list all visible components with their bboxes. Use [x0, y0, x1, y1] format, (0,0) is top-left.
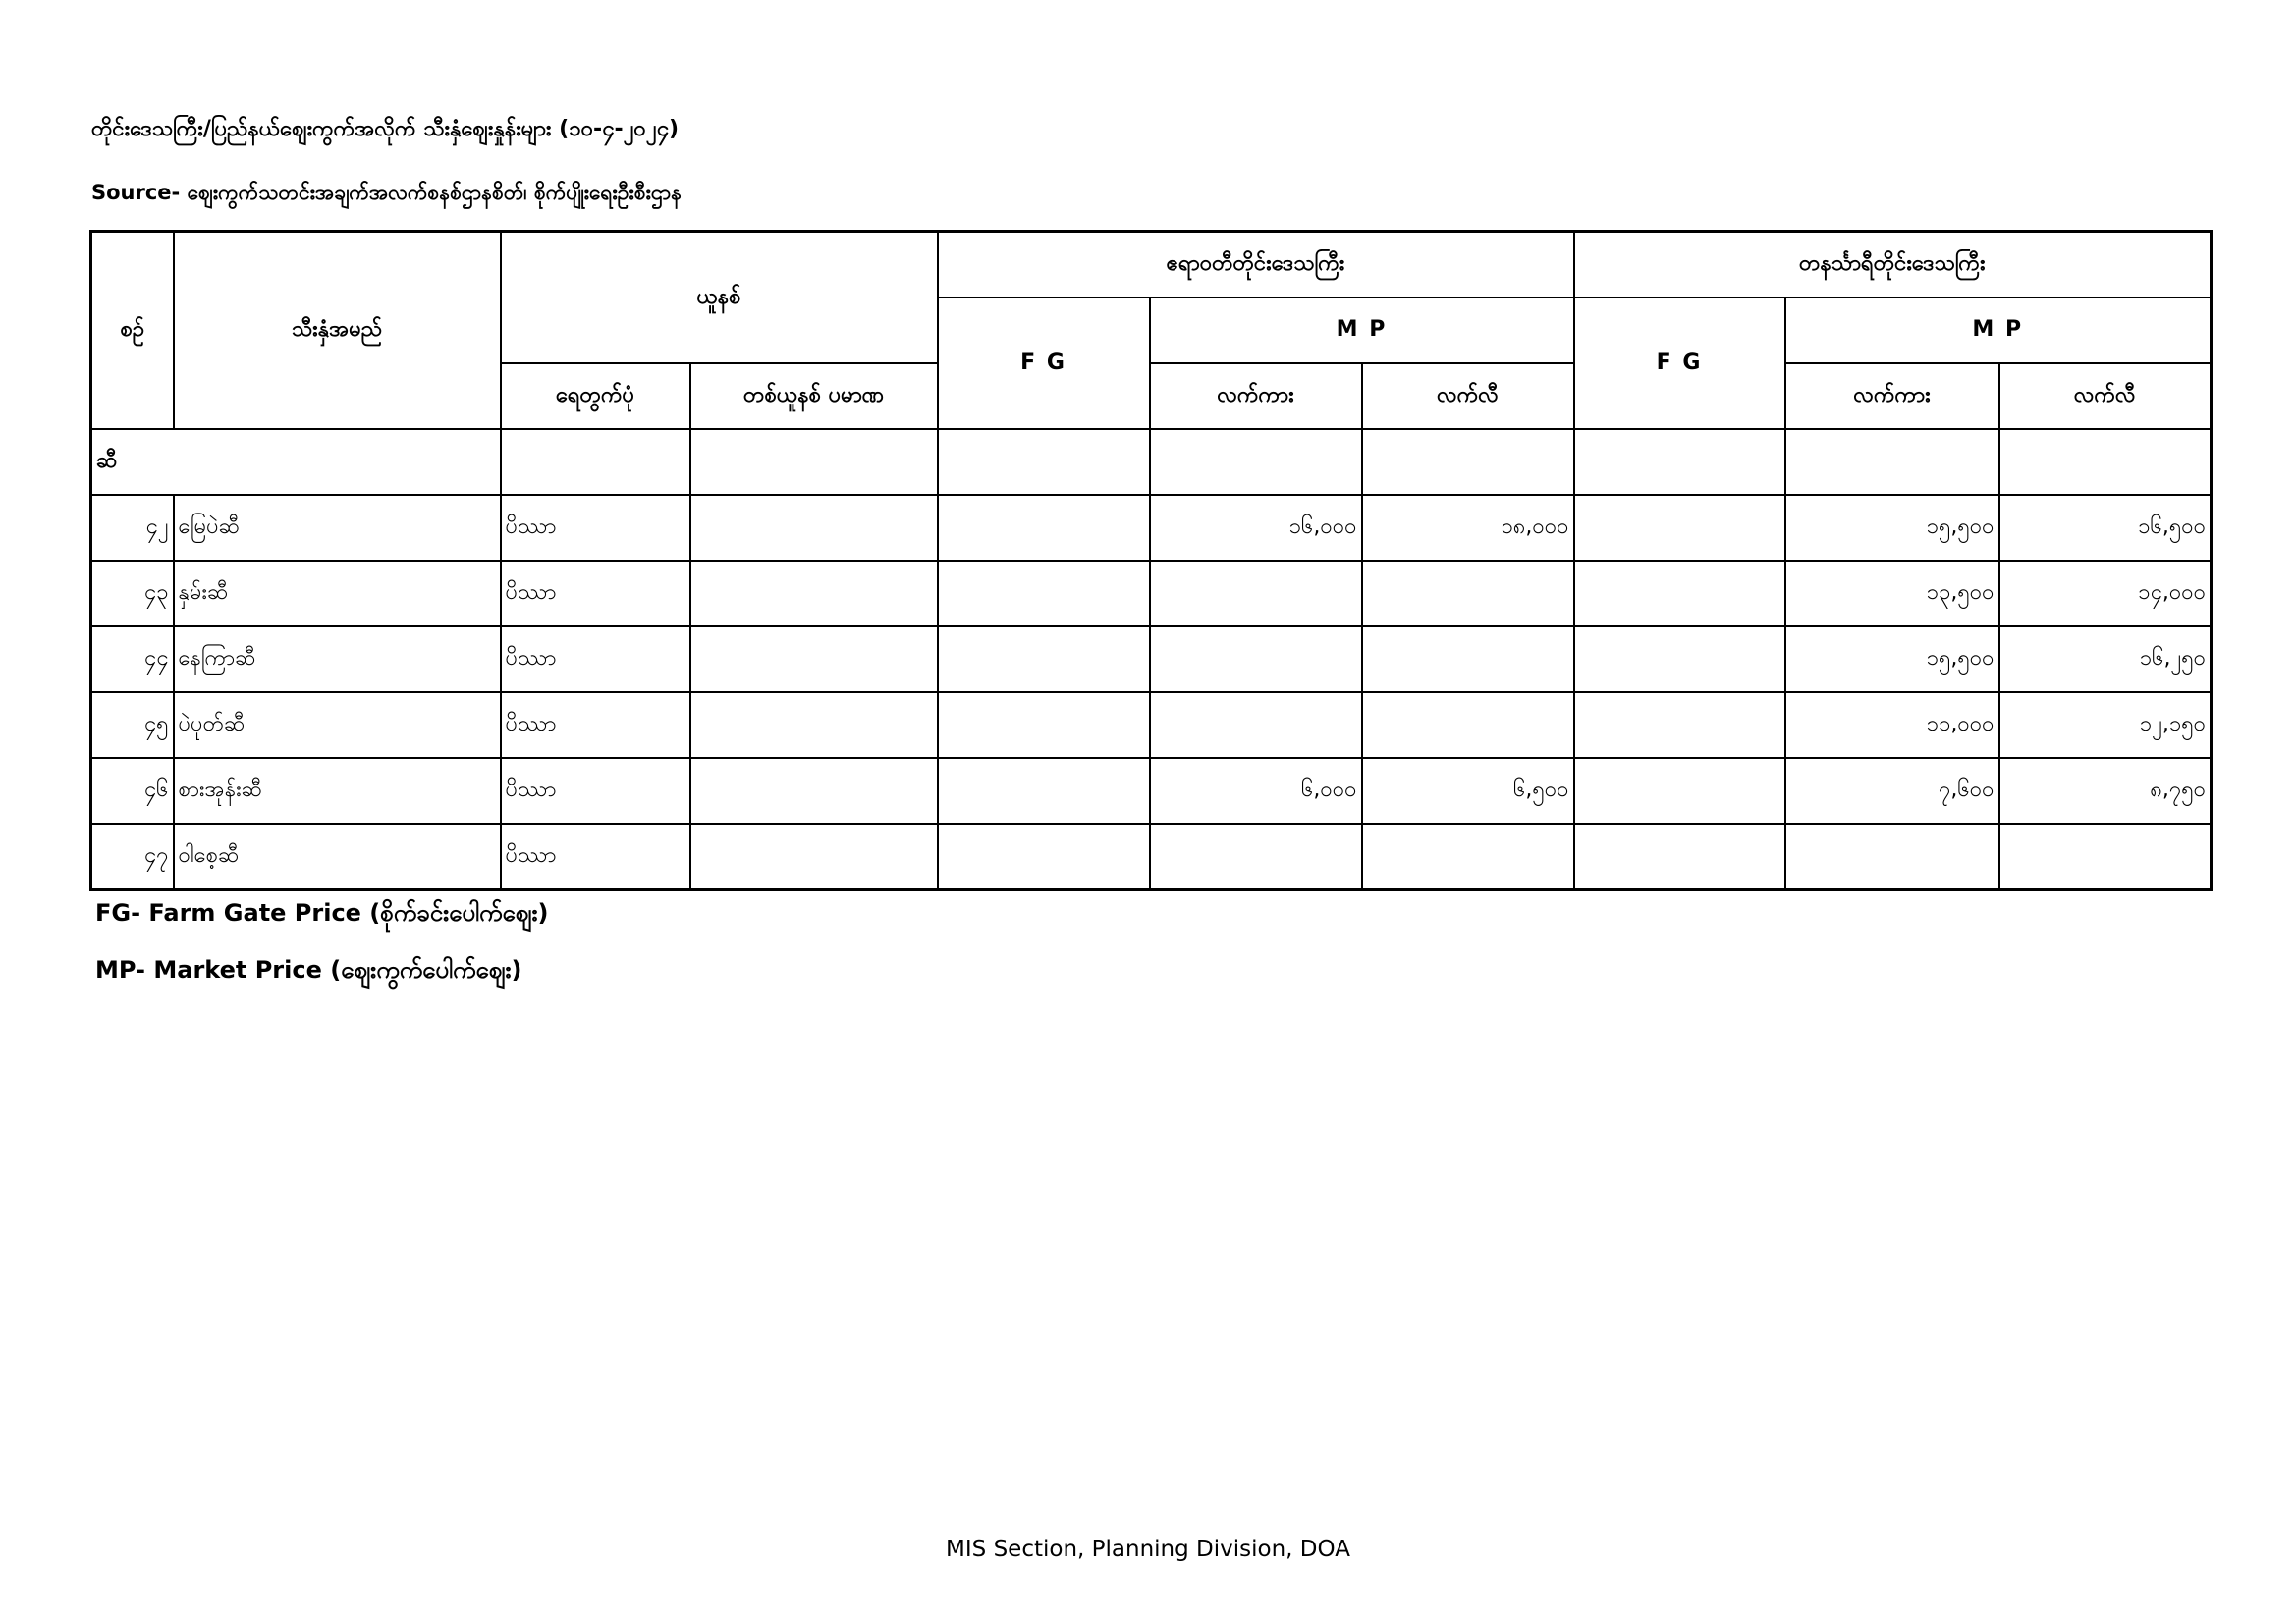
- serial-cell: ၄၇: [91, 824, 174, 890]
- crop-name-cell: မြေပဲဆီ: [174, 495, 501, 561]
- tanintharyi-wholesale-header: လက်ကား: [1785, 363, 1999, 429]
- tanintharyi-wholesale-cell: ၇,၆၀၀: [1785, 758, 1999, 824]
- ayeyarwady-wholesale-cell: ၆,၀၀၀: [1150, 758, 1362, 824]
- footnote-mp: MP- Market Price (ဈေးကွက်ပေါက်ဈေး): [95, 956, 522, 984]
- ayeyarwady-retail-cell: ၁၈,၀၀၀: [1362, 495, 1574, 561]
- ayeyarwady-fg-cell: [938, 758, 1150, 824]
- crop-name-cell: ဝါစေ့ဆီ: [174, 824, 501, 890]
- unit-counting-cell: ပိဿာ: [501, 758, 690, 824]
- table-row: [91, 626, 2212, 692]
- serial-header: စဉ်: [91, 232, 174, 429]
- ayeyarwady-retail-header: လက်လီ: [1362, 363, 1574, 429]
- unit-counting-cell: ပိဿာ: [501, 824, 690, 890]
- ayeyarwady-fg-cell: [938, 692, 1150, 758]
- unit-counting-cell: ပိဿာ: [501, 495, 690, 561]
- header-row-1: [91, 232, 2212, 298]
- serial-cell: ၄၆: [91, 758, 174, 824]
- ayeyarwady-retail-cell: [1362, 692, 1574, 758]
- ayeyarwady-wholesale-cell: [1150, 824, 1362, 890]
- table-row: [91, 561, 2212, 626]
- tanintharyi-wholesale-cell: [1785, 824, 1999, 890]
- ayeyarwady-fg-cell: [938, 824, 1150, 890]
- crop-name-cell: နေကြာဆီ: [174, 626, 501, 692]
- price-table: [89, 230, 2213, 891]
- table-row: [91, 824, 2212, 890]
- tanintharyi-fg-cell: [1574, 758, 1785, 824]
- crop-name-header: သီးနှံအမည်: [174, 232, 501, 429]
- tanintharyi-retail-cell: ၁၆,၅၀၀: [1999, 495, 2212, 561]
- ayeyarwady-wholesale-header: လက်ကား: [1150, 363, 1362, 429]
- section-label: ဆီ: [91, 429, 501, 495]
- serial-cell: ၄၄: [91, 626, 174, 692]
- source-line: Source- ဈေးကွက်သတင်းအချက်အလက်စနစ်ဌာနစိတ်၊ စိုက်ပျိုးရေးဦးစီးဌာန: [91, 181, 683, 204]
- unit-counting-cell: ပိဿာ: [501, 561, 690, 626]
- ayeyarwady-wholesale-cell: ၁၆,၀၀၀: [1150, 495, 1362, 561]
- tanintharyi-wholesale-cell: ၁၁,၀၀၀: [1785, 692, 1999, 758]
- unit-quantity-cell: [690, 758, 938, 824]
- tanintharyi-fg-cell: [1574, 824, 1785, 890]
- region-header-tanintharyi: တနင်္သာရီတိုင်းဒေသကြီး: [1574, 232, 2212, 298]
- table-row: [91, 758, 2212, 824]
- unit-quantity-cell: [690, 626, 938, 692]
- ayeyarwady-retail-cell: [1362, 626, 1574, 692]
- section-row: [91, 429, 2212, 495]
- ayeyarwady-wholesale-cell: [1150, 561, 1362, 626]
- ayeyarwady-wholesale-cell: [1150, 692, 1362, 758]
- ayeyarwady-fg-cell: [938, 626, 1150, 692]
- serial-cell: ၄၂: [91, 495, 174, 561]
- tanintharyi-retail-cell: ၈,၇၅၀: [1999, 758, 2212, 824]
- empty-cell: [1785, 429, 1999, 495]
- ayeyarwady-fg-cell: [938, 495, 1150, 561]
- empty-cell: [938, 429, 1150, 495]
- ayeyarwady-fg-cell: [938, 561, 1150, 626]
- ayeyarwady-retail-cell: ၆,၅၀၀: [1362, 758, 1574, 824]
- unit-quantity-cell: [690, 824, 938, 890]
- ayeyarwady-wholesale-cell: [1150, 626, 1362, 692]
- tanintharyi-fg-cell: [1574, 626, 1785, 692]
- page-title: တိုင်းဒေသကြီး/ပြည်နယ်ဈေးကွက်အလိုက် သီးနှံဈေးနှုန်းများ (၁၀-၄-၂၀၂၄): [91, 117, 679, 141]
- unit-counting-cell: ပိဿာ: [501, 626, 690, 692]
- unit-quantity-cell: [690, 561, 938, 626]
- empty-cell: [501, 429, 690, 495]
- unit-header: ယူနစ်: [501, 232, 938, 363]
- footnote-fg: FG- Farm Gate Price (စိုက်ခင်းပေါက်ဈေး): [95, 899, 549, 927]
- ayeyarwady-mp-header: M P: [1150, 298, 1574, 363]
- crop-name-cell: ပဲပုတ်ဆီ: [174, 692, 501, 758]
- tanintharyi-fg-cell: [1574, 561, 1785, 626]
- table-row: [91, 692, 2212, 758]
- empty-cell: [1150, 429, 1362, 495]
- unit-counting-cell: ပိဿာ: [501, 692, 690, 758]
- empty-cell: [1999, 429, 2212, 495]
- ayeyarwady-retail-cell: [1362, 561, 1574, 626]
- tanintharyi-retail-cell: ၁၆,၂၅၀: [1999, 626, 2212, 692]
- tanintharyi-retail-cell: ၁၄,၀၀၀: [1999, 561, 2212, 626]
- unit-quantity-cell: [690, 495, 938, 561]
- tanintharyi-mp-header: M P: [1785, 298, 2212, 363]
- tanintharyi-fg-cell: [1574, 692, 1785, 758]
- ayeyarwady-retail-cell: [1362, 824, 1574, 890]
- serial-cell: ၄၅: [91, 692, 174, 758]
- empty-cell: [1362, 429, 1574, 495]
- unit-counting-header: ရေတွက်ပုံ: [501, 363, 690, 429]
- tanintharyi-wholesale-cell: ၁၃,၅၀၀: [1785, 561, 1999, 626]
- tanintharyi-wholesale-cell: ၁၅,၅၀၀: [1785, 626, 1999, 692]
- tanintharyi-retail-header: လက်လီ: [1999, 363, 2212, 429]
- crop-name-cell: နှမ်းဆီ: [174, 561, 501, 626]
- unit-quantity-header: တစ်ယူနစ် ပမာဏ: [690, 363, 938, 429]
- ayeyarwady-fg-header: F G: [938, 298, 1150, 429]
- serial-cell: ၄၃: [91, 561, 174, 626]
- empty-cell: [690, 429, 938, 495]
- tanintharyi-wholesale-cell: ၁၅,၅၀၀: [1785, 495, 1999, 561]
- tanintharyi-retail-cell: [1999, 824, 2212, 890]
- tanintharyi-fg-cell: [1574, 495, 1785, 561]
- tanintharyi-retail-cell: ၁၂,၁၅၀: [1999, 692, 2212, 758]
- tanintharyi-fg-header: F G: [1574, 298, 1785, 429]
- crop-name-cell: စားအုန်းဆီ: [174, 758, 501, 824]
- table-row: [91, 495, 2212, 561]
- unit-quantity-cell: [690, 692, 938, 758]
- empty-cell: [1574, 429, 1785, 495]
- page-footer: MIS Section, Planning Division, DOA: [946, 1537, 1350, 1562]
- region-header-ayeyarwady: ဧရာဝတီတိုင်းဒေသကြီး: [938, 232, 1574, 298]
